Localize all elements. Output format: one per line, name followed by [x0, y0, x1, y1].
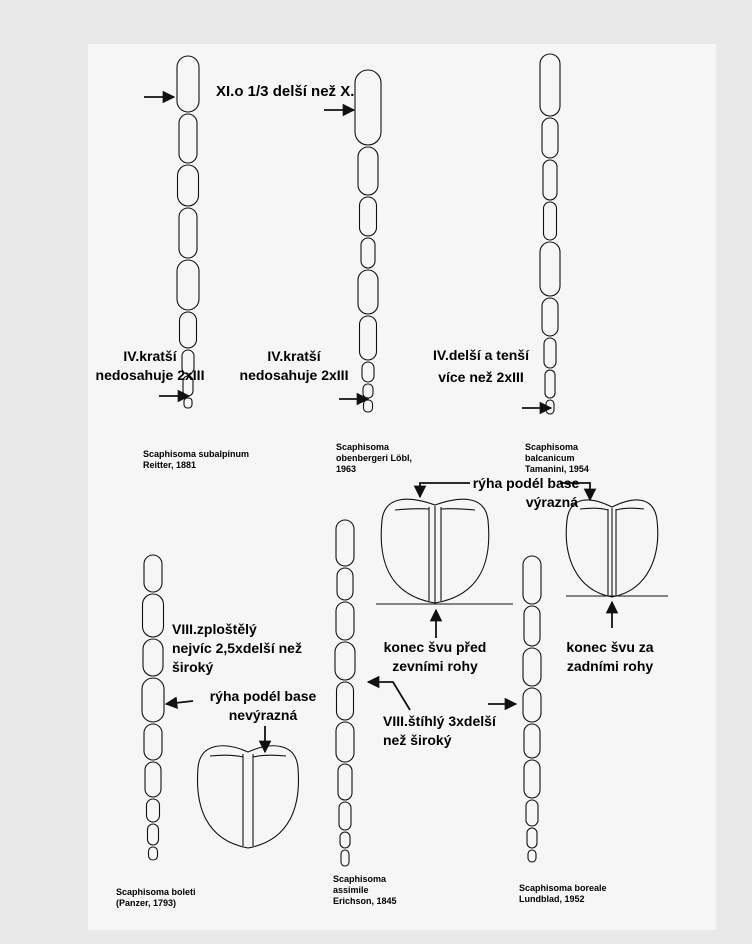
suture-behind-line2: zadními rohy	[566, 658, 654, 674]
suture-behind-label	[555, 638, 665, 676]
viii-slender-line1: VIII.štíhlý 3xdelší	[383, 713, 496, 729]
caption-assimile	[333, 874, 397, 907]
groove-indistinct-line1: rýha podél base	[209, 688, 317, 704]
iv-obenbergeri-line1: IV.kratší	[267, 348, 321, 364]
caption-boreale	[519, 883, 607, 905]
iv-subalpinum-line1: IV.kratší	[123, 348, 177, 364]
caption-obenbergeri-line1: Scaphisoma	[336, 442, 390, 452]
viii-flat-label	[172, 620, 302, 677]
iv-balcanicum-line2: více než 2xIII	[438, 369, 524, 385]
caption-balcanicum-line2: balcanicum	[525, 453, 575, 463]
caption-balcanicum	[525, 442, 589, 475]
caption-obenbergeri-line3: 1963	[336, 464, 357, 474]
groove-distinct-label	[466, 474, 586, 512]
caption-obenbergeri-line2: obenbergeri Löbl,	[336, 453, 413, 463]
viii-slender-label	[383, 712, 496, 750]
caption-subalpinum-line1: Scaphisoma subalpinum	[143, 449, 250, 459]
iv-balcanicum-line1: IV.delší a tenší	[433, 347, 529, 363]
iv-balcanicum-label	[406, 346, 556, 387]
caption-obenbergeri	[336, 442, 412, 475]
suture-front-line1: konec švu před	[383, 639, 487, 655]
iv-subalpinum-line2: nedosahuje 2xIII	[95, 367, 205, 383]
groove-distinct-line1: rýha podél base	[472, 475, 580, 491]
caption-assimile-line1: Scaphisoma	[333, 874, 387, 884]
suture-front-label	[370, 638, 500, 676]
caption-subalpinum	[143, 449, 249, 471]
caption-balcanicum-line1: Scaphisoma	[525, 442, 579, 452]
caption-boleti-line2: (Panzer, 1793)	[116, 898, 177, 908]
caption-assimile-line3: Erichson, 1845	[333, 896, 397, 906]
iv-obenbergeri-label	[224, 347, 364, 385]
caption-boreale-line1: Scaphisoma boreale	[519, 883, 607, 893]
caption-balcanicum-line3: Tamanini, 1954	[525, 464, 589, 474]
caption-boreale-line2: Lundblad, 1952	[519, 894, 585, 904]
suture-front-line2: zevními rohy	[392, 658, 478, 674]
xi-note: XI.o 1/3 delší než X.	[216, 83, 355, 100]
caption-assimile-line2: assimile	[333, 885, 369, 895]
groove-indistinct-line2: nevýrazná	[228, 707, 298, 723]
iv-subalpinum-label	[80, 347, 220, 385]
caption-boleti	[116, 887, 196, 909]
groove-indistinct-label	[200, 687, 326, 725]
viii-flat-line1: VIII.zploštělý	[172, 621, 257, 637]
caption-boleti-line1: Scaphisoma boleti	[116, 887, 196, 897]
suture-behind-line1: konec švu za	[566, 639, 654, 655]
viii-slender-line2: než široký	[383, 732, 452, 748]
viii-flat-line2: nejvíc 2,5xdelší než	[172, 640, 302, 656]
caption-subalpinum-line2: Reitter, 1881	[143, 460, 197, 470]
figure-panel	[88, 44, 716, 930]
viii-flat-line3: široký	[172, 659, 214, 675]
groove-distinct-line2: výrazná	[525, 494, 578, 510]
iv-obenbergeri-line2: nedosahuje 2xIII	[239, 367, 349, 383]
